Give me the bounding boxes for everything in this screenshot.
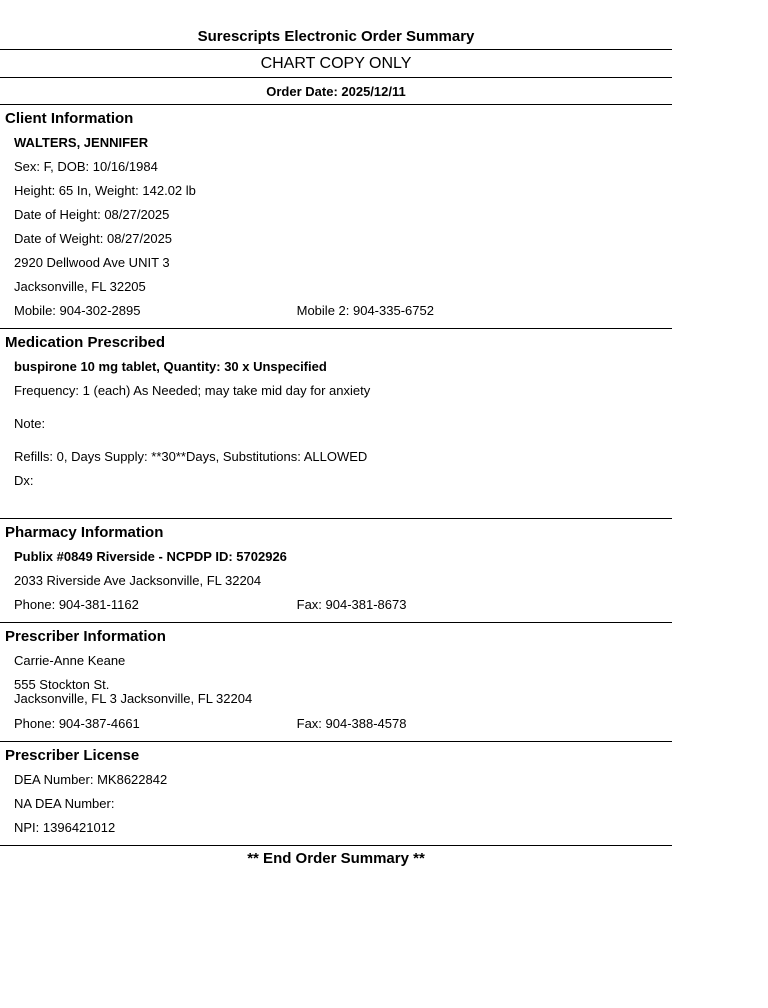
- document-title: Surescripts Electronic Order Summary: [197, 28, 475, 45]
- client-name: WALTERS, JENNIFER: [14, 135, 149, 150]
- client-phone-row: [14, 304, 672, 317]
- prescriber-address: [14, 678, 672, 706]
- client-date-of-height: Date of Height: 08/27/2025: [14, 207, 170, 222]
- divider: [0, 104, 672, 105]
- license-na-dea-number: NA DEA Number:: [14, 796, 115, 811]
- medication-note: Note:: [14, 416, 46, 431]
- medication-frequency: Frequency: 1 (each) As Needed; may take mid day for anxiety: [14, 383, 371, 398]
- pharmacy-phone-row: [14, 598, 672, 611]
- medication-refills: Refills: 0, Days Supply: **30**Days, Substitutions: ALLOWED: [14, 449, 368, 464]
- prescriber-information-section: [0, 629, 672, 730]
- client-mobile2: Mobile 2: 904-335-6752: [296, 303, 434, 318]
- end-order-summary: ** End Order Summary **: [247, 850, 425, 867]
- pharmacy-information-section: [0, 525, 672, 611]
- divider: [0, 518, 672, 519]
- divider: [0, 622, 672, 623]
- pharmacy-fax: Fax: 904-381-8673: [296, 597, 407, 612]
- prescriber-fax: Fax: 904-388-4578: [296, 716, 407, 731]
- client-date-of-weight: Date of Weight: 08/27/2025: [14, 231, 173, 246]
- medication-prescribed-section: [0, 335, 672, 518]
- divider: [0, 328, 672, 329]
- medication-dx: Dx:: [14, 473, 34, 488]
- license-dea-number: DEA Number: MK8622842: [14, 772, 168, 787]
- prescriber-license-heading: Prescriber License: [5, 747, 140, 764]
- spacer: [0, 498, 672, 518]
- prescriber-information-heading: Prescriber Information: [5, 628, 166, 645]
- prescriber-address-line1: 555 Stockton St.: [14, 677, 110, 692]
- prescriber-address-line2: Jacksonville, FL 3 Jacksonville, FL 32204: [14, 691, 253, 706]
- client-address-street: 2920 Dellwood Ave UNIT 3: [14, 255, 170, 270]
- prescriber-phone-row: [14, 717, 672, 730]
- chart-copy-banner: CHART COPY ONLY: [260, 55, 412, 72]
- pharmacy-name-ncpdp: Publix #0849 Riverside - NCPDP ID: 5702926: [14, 549, 287, 564]
- license-npi: NPI: 1396421012: [14, 820, 116, 835]
- pharmacy-information-heading: Pharmacy Information: [5, 524, 164, 541]
- pharmacy-phone: Phone: 904-381-1162: [14, 597, 139, 612]
- spacer: [0, 408, 672, 417]
- medication-prescribed-heading: Medication Prescribed: [5, 334, 166, 351]
- order-date: Order Date: 2025/12/11: [266, 84, 406, 99]
- prescriber-name: Carrie-Anne Keane: [14, 653, 126, 668]
- client-information-heading: Client Information: [5, 110, 134, 127]
- client-height-weight: Height: 65 In, Weight: 142.02 lb: [14, 183, 196, 198]
- divider: [0, 741, 672, 742]
- prescriber-license-section: [0, 748, 672, 834]
- client-address-city: Jacksonville, FL 32205: [14, 279, 146, 294]
- pharmacy-address: 2033 Riverside Ave Jacksonville, FL 32204: [14, 573, 262, 588]
- medication-name-quantity: buspirone 10 mg tablet, Quantity: 30 x Unspecified: [14, 359, 327, 374]
- client-mobile: Mobile: 904-302-2895: [14, 303, 141, 318]
- client-information-section: [0, 111, 672, 317]
- client-sex-dob: Sex: F, DOB: 10/16/1984: [14, 159, 158, 174]
- prescriber-phone: Phone: 904-387-4661: [14, 716, 140, 731]
